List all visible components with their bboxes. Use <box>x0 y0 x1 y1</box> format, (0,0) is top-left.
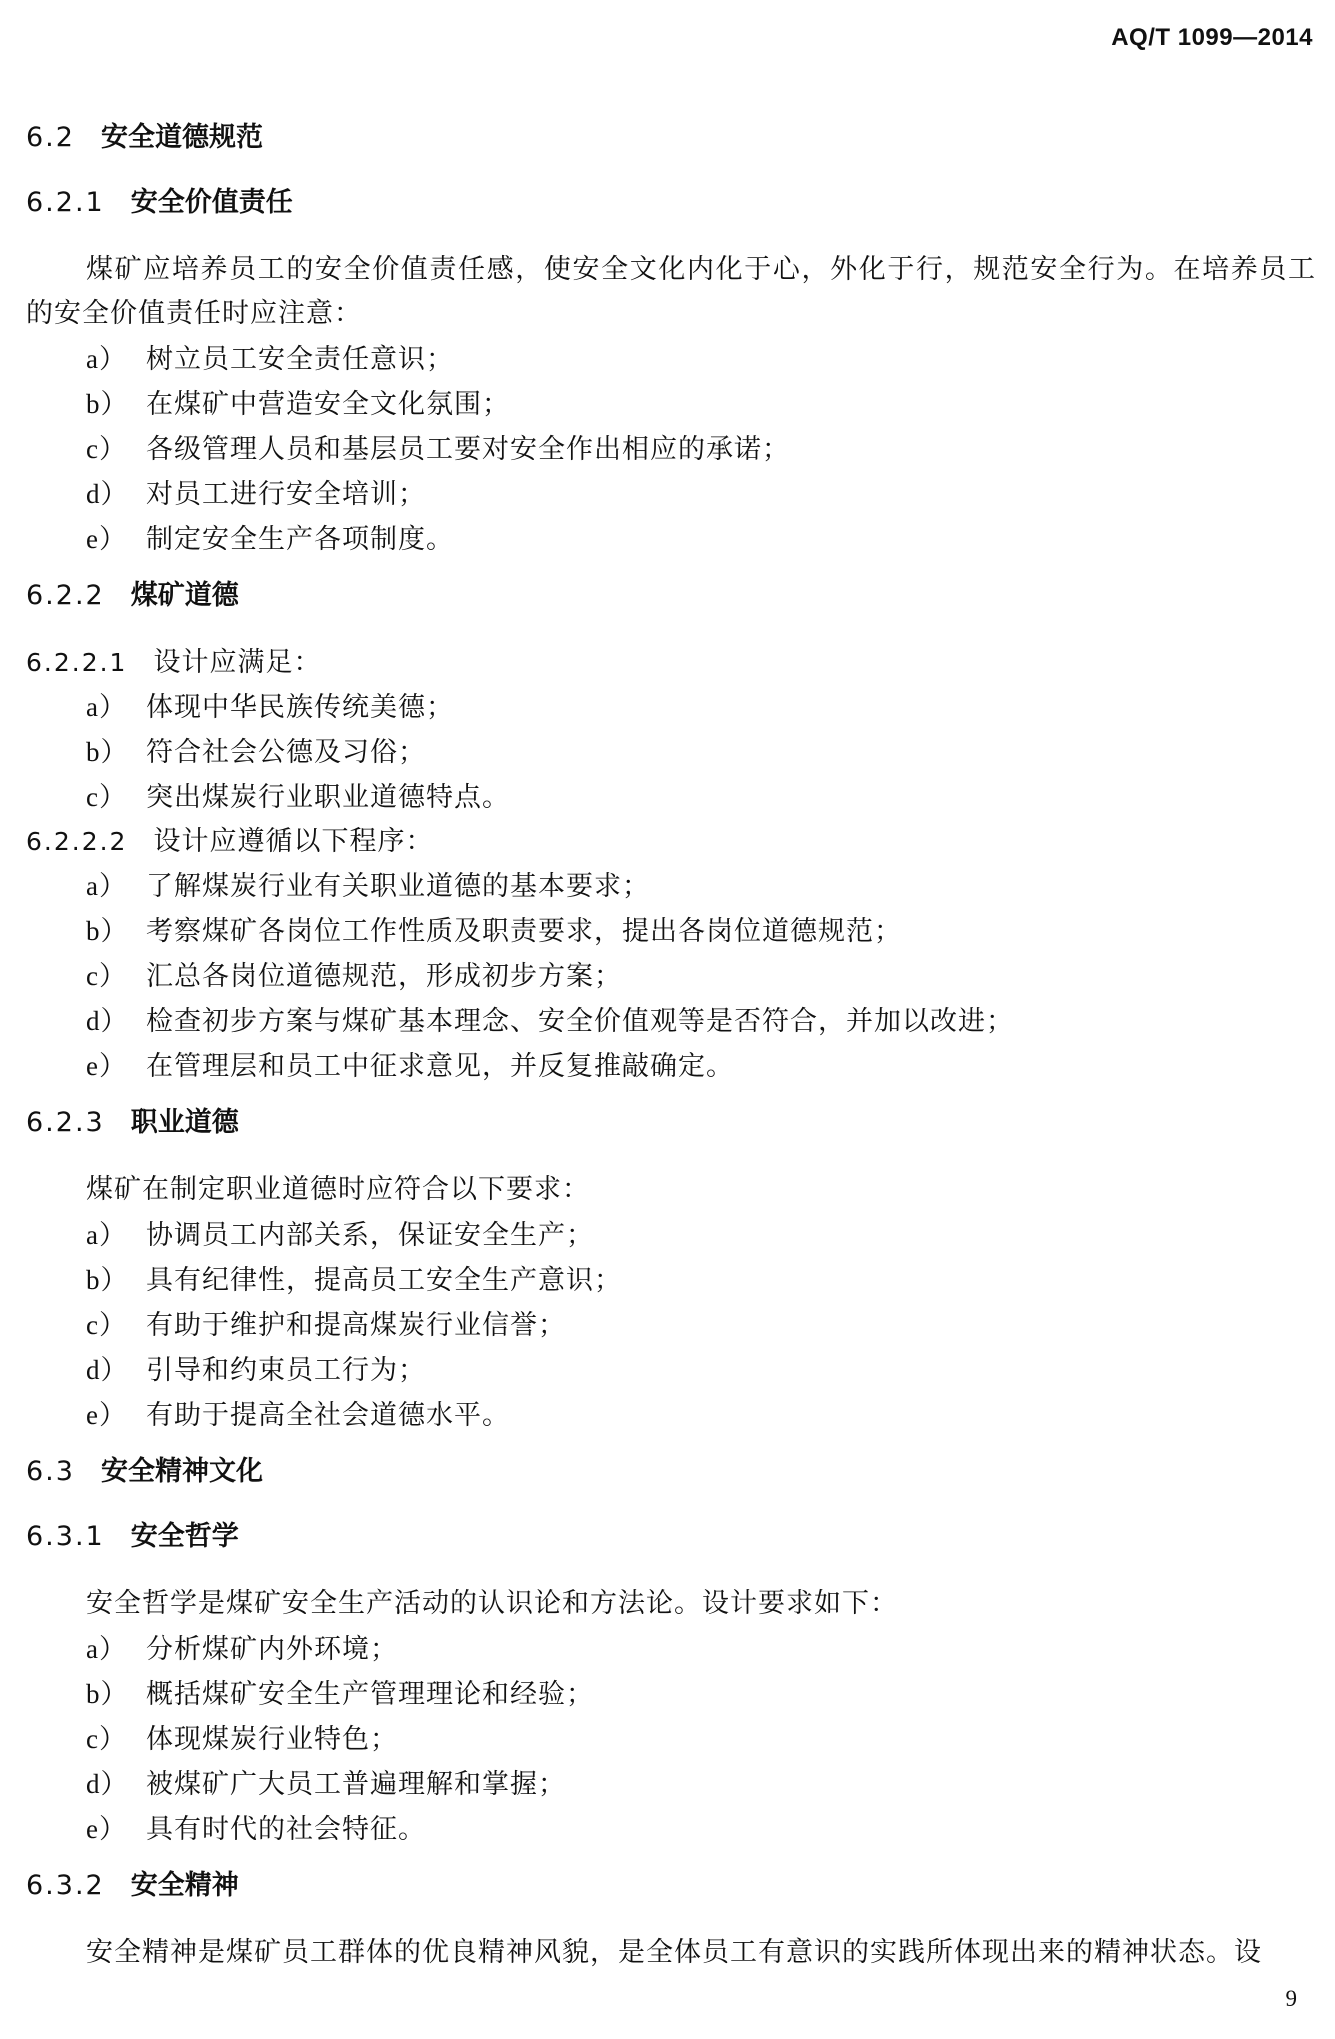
section-heading-6-3-1 <box>26 1517 1316 1557</box>
document-body <box>26 118 1316 1976</box>
section-number: 6.3 <box>26 1456 75 1487</box>
list-text: 概括煤矿安全生产管理理论和经验； <box>146 1679 594 1710</box>
clause-6-2-2-1 <box>26 641 1316 685</box>
list-item <box>26 1672 1316 1717</box>
section-title: 安全精神文化 <box>100 1456 263 1487</box>
list-item <box>26 1762 1316 1807</box>
list-text: 体现中华民族传统美德； <box>146 692 454 723</box>
list-text: 汇总各岗位道德规范，形成初步方案； <box>146 961 622 992</box>
paragraph: 煤矿在制定职业道德时应符合以下要求： <box>86 1174 590 1205</box>
list-text: 有助于提高全社会道德水平。 <box>146 1400 510 1431</box>
section-title: 职业道德 <box>130 1107 239 1138</box>
list-marker: e） <box>86 524 127 554</box>
list-marker: c） <box>86 434 127 464</box>
list-marker: d） <box>86 1355 129 1385</box>
list-item <box>26 427 1316 472</box>
section-heading-6-3 <box>26 1452 1316 1492</box>
clause-6-2-2-2 <box>26 820 1316 864</box>
list-text: 具有时代的社会特征。 <box>146 1814 426 1845</box>
section-number: 6.3.2 <box>26 1870 105 1901</box>
clause-text: 设计应遵循以下程序： <box>153 826 434 857</box>
section-number: 6.2.2 <box>26 580 105 611</box>
list-marker: c） <box>86 961 127 991</box>
list-item <box>26 1044 1316 1089</box>
list-marker: e） <box>86 1400 127 1430</box>
list-text: 符合社会公德及习俗； <box>146 737 426 768</box>
list-text: 具有纪律性，提高员工安全生产意识； <box>146 1265 622 1296</box>
page-number: 9 <box>1285 1986 1297 2011</box>
list-item <box>26 864 1316 909</box>
list-item <box>26 472 1316 517</box>
standard-code: AQ/T 1099—2014 <box>1111 24 1313 51</box>
list-marker: c） <box>86 1724 127 1754</box>
list-item <box>26 909 1316 954</box>
list-item <box>26 517 1316 562</box>
paragraph: 安全精神是煤矿员工群体的优良精神风貌，是全体员工有意识的实践所体现出来的精神状态。设 <box>86 1937 1262 1968</box>
list-text: 有助于维护和提高煤炭行业信誉； <box>146 1310 566 1341</box>
list-item <box>26 1213 1316 1258</box>
section-number: 6.2 <box>26 122 75 153</box>
list-marker: d） <box>86 479 129 509</box>
list-item <box>26 1303 1316 1348</box>
list-text: 被煤矿广大员工普遍理解和掌握； <box>146 1769 566 1800</box>
list-item <box>26 1717 1316 1762</box>
list-6-3-1 <box>26 1627 1316 1852</box>
section-number: 6.3.1 <box>26 1521 105 1552</box>
list-marker: b） <box>86 1265 129 1295</box>
list-marker: c） <box>86 782 127 812</box>
list-item <box>26 954 1316 999</box>
list-marker: d） <box>86 1769 129 1799</box>
list-marker: b） <box>86 389 129 419</box>
list-text: 协调员工内部关系，保证安全生产； <box>146 1220 594 1251</box>
list-marker: e） <box>86 1051 127 1081</box>
list-text: 各级管理人员和基层员工要对安全作出相应的承诺； <box>146 434 790 465</box>
clause-text: 设计应满足： <box>153 647 322 678</box>
list-item <box>26 1258 1316 1303</box>
list-text: 突出煤炭行业职业道德特点。 <box>146 782 510 813</box>
list-text: 在煤矿中营造安全文化氛围； <box>146 389 510 420</box>
section-title: 安全哲学 <box>130 1521 239 1552</box>
list-marker: a） <box>86 344 127 374</box>
list-item <box>26 1807 1316 1852</box>
list-6-2-1 <box>26 337 1316 562</box>
list-text: 检查初步方案与煤矿基本理念、安全价值观等是否符合，并加以改进； <box>146 1006 1014 1037</box>
clause-number: 6.2.2.2 <box>26 827 128 856</box>
list-6-2-3 <box>26 1213 1316 1438</box>
list-text: 考察煤矿各岗位工作性质及职责要求，提出各岗位道德规范； <box>146 916 902 947</box>
paragraph: 煤矿应培养员工的安全价值责任感，使安全文化内化于心，外化于行，规范安全行为。在培养员工的安全价值责任时应注意： <box>26 254 1316 329</box>
list-item <box>26 1348 1316 1393</box>
section-title: 安全道德规范 <box>100 122 263 153</box>
clause-number: 6.2.2.1 <box>26 648 128 677</box>
list-text: 对员工进行安全培训； <box>146 479 426 510</box>
section-heading-6-3-2 <box>26 1866 1316 1906</box>
list-marker: a） <box>86 871 127 901</box>
section-title: 安全精神 <box>130 1870 239 1901</box>
section-heading-6-2 <box>26 118 1316 158</box>
list-item <box>26 337 1316 382</box>
list-item <box>26 730 1316 775</box>
list-text: 了解煤炭行业有关职业道德的基本要求； <box>146 871 650 902</box>
list-item <box>26 999 1316 1044</box>
list-6-2-2-1 <box>26 685 1316 820</box>
list-6-2-2-2 <box>26 864 1316 1089</box>
list-marker: b） <box>86 737 129 767</box>
section-heading-6-2-2 <box>26 576 1316 616</box>
section-number: 6.2.1 <box>26 187 105 218</box>
list-text: 体现煤炭行业特色； <box>146 1724 398 1755</box>
list-item <box>26 382 1316 427</box>
list-text: 在管理层和员工中征求意见，并反复推敲确定。 <box>146 1051 734 1082</box>
section-heading-6-2-1 <box>26 183 1316 223</box>
list-marker: c） <box>86 1310 127 1340</box>
list-item <box>26 775 1316 820</box>
list-marker: b） <box>86 1679 129 1709</box>
list-marker: e） <box>86 1814 127 1844</box>
list-marker: a） <box>86 1634 127 1664</box>
list-marker: a） <box>86 1220 127 1250</box>
paragraph: 安全哲学是煤矿安全生产活动的认识论和方法论。设计要求如下： <box>86 1588 898 1619</box>
section-title: 煤矿道德 <box>130 580 239 611</box>
list-item <box>26 1627 1316 1672</box>
list-text: 引导和约束员工行为； <box>146 1355 426 1386</box>
list-text: 分析煤矿内外环境； <box>146 1634 398 1665</box>
section-number: 6.2.3 <box>26 1107 105 1138</box>
list-marker: d） <box>86 1006 129 1036</box>
list-item <box>26 1393 1316 1438</box>
list-marker: a） <box>86 692 127 722</box>
list-text: 制定安全生产各项制度。 <box>146 524 454 555</box>
list-item <box>26 685 1316 730</box>
list-text: 树立员工安全责任意识； <box>146 344 454 375</box>
section-title: 安全价值责任 <box>130 187 293 218</box>
section-heading-6-2-3 <box>26 1103 1316 1143</box>
list-marker: b） <box>86 916 129 946</box>
